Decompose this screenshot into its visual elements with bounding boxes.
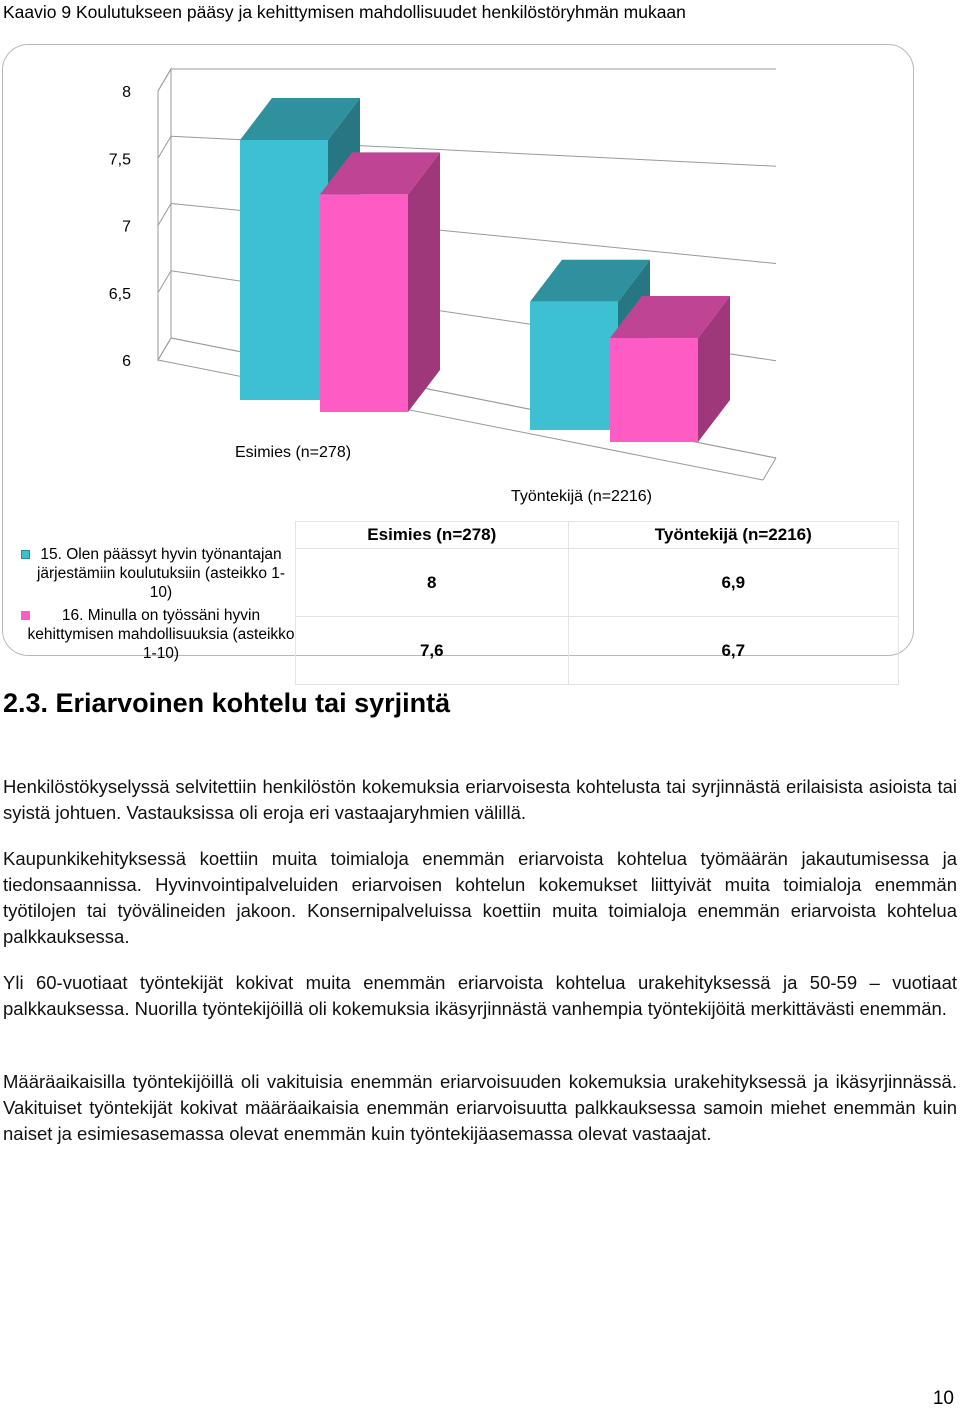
- table-row: [296, 617, 899, 685]
- table-row: [296, 549, 899, 617]
- bar-chart-3d: [3, 45, 913, 515]
- table-cell: 6,9: [568, 549, 898, 617]
- y-tick-label: 7: [122, 218, 131, 236]
- table-cell: 8: [296, 549, 569, 617]
- legend-swatch-cyan: [21, 550, 30, 559]
- gridline-depth: [158, 136, 171, 158]
- y-tick-label: 7,5: [108, 151, 131, 169]
- paragraph: Määräaikaisilla työntekijöillä oli vakituisia enemmän eriarvoisuuden kokemuksia urakehityksessä ja ikäsyrjinnässä. Vakituiset työntekijät kokivat määräaikaisia enemmän eriarvoisuutta palkkauksessa samoin miehet enemmän kuin naiset ja esimiesasemassa olevat enemmän kuin työntekijäasemassa olevat vastaajat.: [3, 1071, 957, 1144]
- table-header-row: [296, 522, 899, 549]
- table-header-cell: Esimies (n=278): [296, 522, 569, 549]
- table-cell: 6,7: [568, 617, 898, 685]
- bar: [530, 302, 618, 430]
- table-cell: 7,6: [296, 617, 569, 685]
- y-tick-label: 6: [122, 353, 131, 370]
- paragraph: Kaupunkikehityksessä koettiin muita toimialoja enemmän eriarvoista kohtelua työmäärän jakautumisessa ja tiedonsaannissa. Hyvinvointipalveluiden eriarvoisen kohtelun kokemukset liittyivät muita toimialoja enemmän työtilojen tai työvälineiden jakoon. Konsernipalveluissa koettiin muita toimialoja enemmän eriarvoista kohtelua palkkauksessa.: [3, 848, 957, 947]
- legend-item-series-2: [11, 606, 295, 663]
- chart-caption: Kaavio 9 Koulutukseen pääsy ja kehittymisen mahdollisuudet henkilöstöryhmän mukaan: [3, 2, 686, 22]
- page-number: 10: [932, 1388, 954, 1409]
- paragraph: Henkilöstökyselyssä selvitettiin henkilöstön kokemuksia eriarvoisesta kohtelusta tai syrjinnästä erilaisista asioista tai syistä johtuen. Vastauksissa oli eroja eri vastaajaryhmien välillä.: [3, 776, 957, 823]
- chart-frame: [2, 44, 914, 662]
- gridline-depth: [158, 338, 171, 360]
- bar: [240, 140, 328, 400]
- y-tick-label: 8: [122, 84, 131, 101]
- legend-item-series-1: [11, 545, 295, 602]
- bar: [320, 194, 408, 412]
- legend-swatch-pink: [21, 611, 30, 620]
- gridline-depth: [158, 204, 171, 226]
- paragraph: Yli 60-vuotiaat työntekijät kokivat muita enemmän eriarvoista kohtelua urakehityksessä ja 50-59 – vuotiaat palkkauksessa. Nuorilla työntekijöillä oli kokemuksia ikäsyrjinnästä vanhempia työntekijöitä merkittävästi enemmän.: [3, 972, 957, 1019]
- chart-data-table: [295, 521, 899, 685]
- legend-label: 15. Olen päässyt hyvin työnantajan järjestämiin koulutuksiin (asteikko 1-10): [36, 546, 286, 601]
- section-heading: 2.3. Eriarvoinen kohtelu tai syrjintä: [3, 688, 451, 718]
- gridline-depth: [158, 69, 171, 91]
- table-header-cell: Työntekijä (n=2216): [568, 522, 898, 549]
- chart-legend: [11, 545, 295, 667]
- chart-floor-right-edge: [763, 458, 776, 480]
- bar: [610, 338, 698, 442]
- bar-side: [408, 152, 440, 412]
- legend-label: 16. Minulla on työssäni hyvin kehittymisen mahdollisuuksia (asteikko 1-10): [27, 607, 295, 662]
- x-category-label: Työntekijä (n=2216): [511, 488, 652, 505]
- gridline-depth: [158, 271, 171, 293]
- x-category-label: Esimies (n=278): [235, 444, 352, 461]
- y-tick-label: 6,5: [108, 285, 131, 303]
